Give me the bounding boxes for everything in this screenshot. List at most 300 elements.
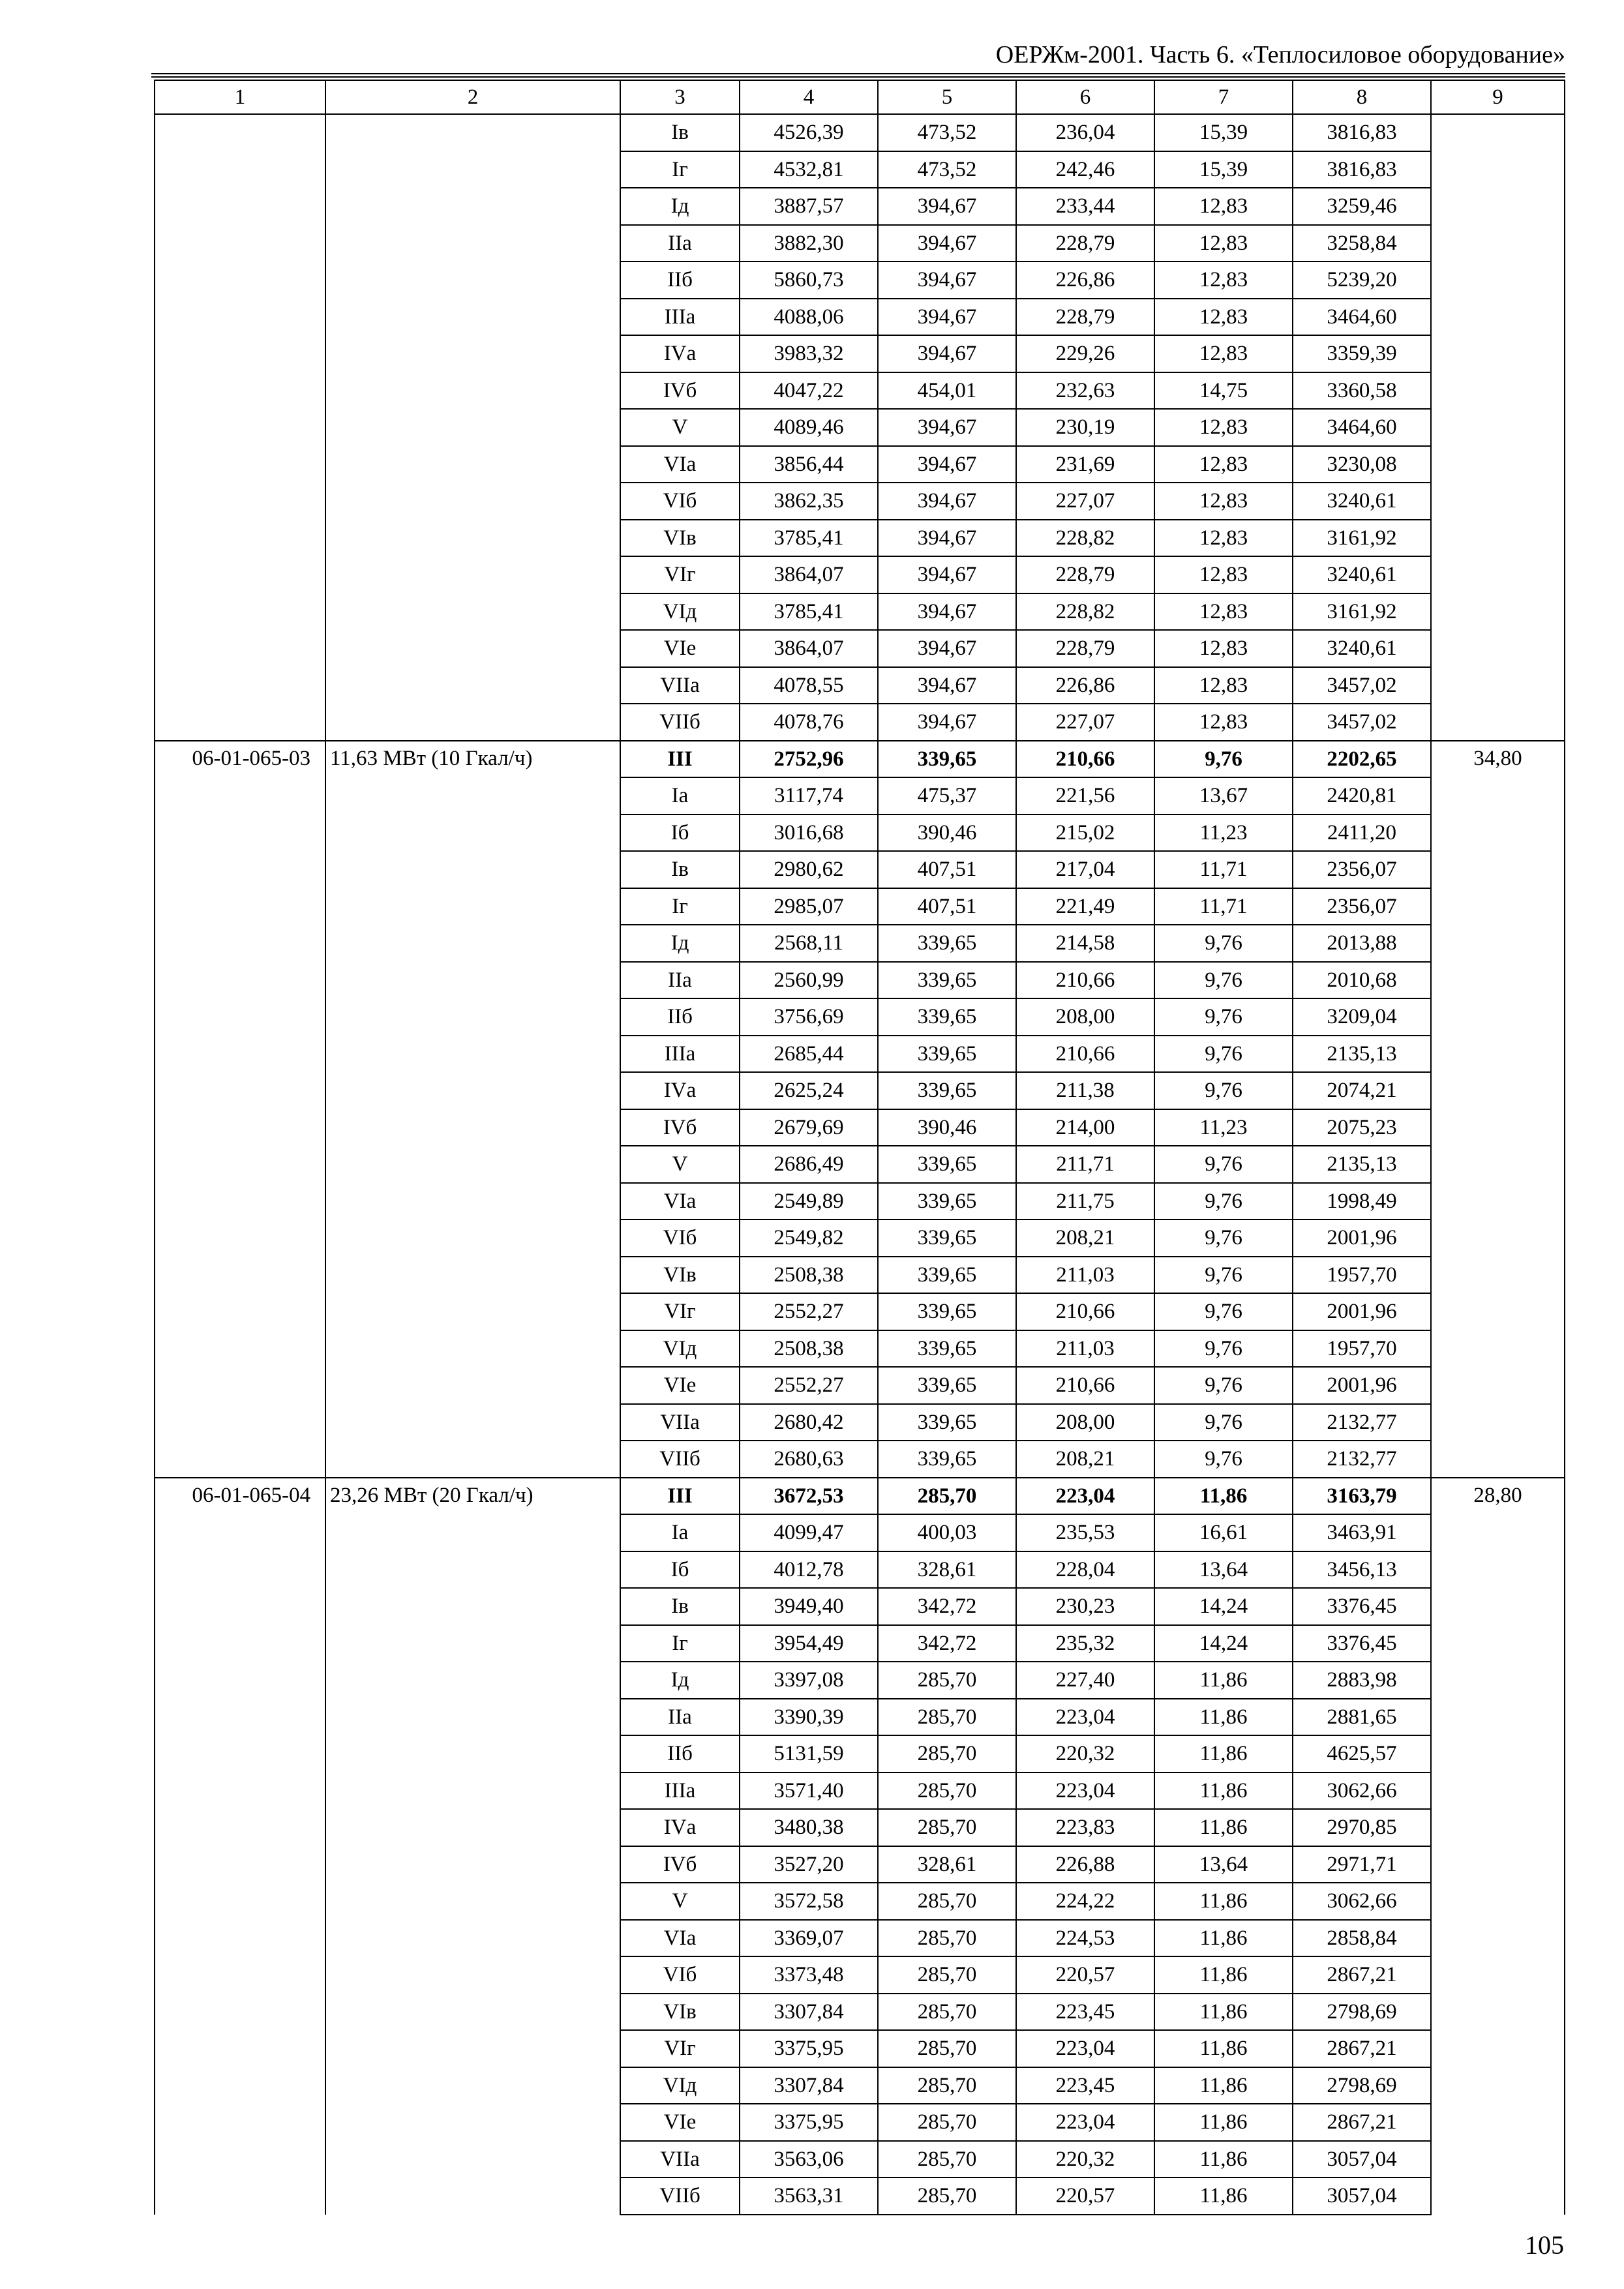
zone-cell: VIб: [620, 1219, 740, 1257]
total-cost-cell: 4047,22: [740, 372, 878, 410]
total-cost-cell: 3864,07: [740, 556, 878, 593]
total-cost-cell: 3864,07: [740, 630, 878, 667]
table-row: [155, 1478, 1565, 1515]
zone-cell: VIа: [620, 1183, 740, 1220]
zone-cell: VIе: [620, 2104, 740, 2141]
machinist-wages-cell: 11,86: [1154, 1699, 1293, 1736]
machinist-wages-cell: 9,76: [1154, 962, 1293, 999]
wages-cell: 473,52: [878, 151, 1016, 188]
wages-cell: 339,65: [878, 1441, 1016, 1478]
wages-cell: 342,72: [878, 1625, 1016, 1662]
materials-cell: 3230,08: [1293, 446, 1431, 483]
materials-cell: 2074,21: [1293, 1072, 1431, 1109]
machines-cell: 236,04: [1016, 114, 1154, 151]
materials-cell: 2356,07: [1293, 851, 1431, 888]
wages-cell: 339,65: [878, 1404, 1016, 1441]
zone-cell: VIб: [620, 483, 740, 520]
total-cost-cell: 4089,46: [740, 409, 878, 446]
total-cost-cell: 4526,39: [740, 114, 878, 151]
wages-cell: 339,65: [878, 962, 1016, 999]
machinist-wages-cell: 9,76: [1154, 1441, 1293, 1478]
zone-cell: IVа: [620, 1072, 740, 1109]
machines-cell: 223,45: [1016, 2067, 1154, 2104]
machines-cell: 228,79: [1016, 225, 1154, 262]
machinist-wages-cell: 9,76: [1154, 1367, 1293, 1404]
materials-cell: 2135,13: [1293, 1036, 1431, 1073]
machinist-wages-cell: 13,64: [1154, 1846, 1293, 1883]
zone-cell: VIд: [620, 593, 740, 631]
wages-cell: 285,70: [878, 1956, 1016, 1994]
machinist-wages-cell: 9,76: [1154, 1072, 1293, 1109]
machines-cell: 228,04: [1016, 1551, 1154, 1589]
total-cost-cell: 5860,73: [740, 262, 878, 299]
column-number: 4: [740, 80, 878, 114]
machines-cell: 220,57: [1016, 2177, 1154, 2215]
wages-cell: 394,67: [878, 593, 1016, 631]
machines-cell: 227,40: [1016, 1662, 1154, 1699]
machines-cell: 211,71: [1016, 1146, 1154, 1183]
machines-cell: 208,00: [1016, 998, 1154, 1036]
machinist-wages-cell: 12,83: [1154, 483, 1293, 520]
machinist-wages-cell: 11,86: [1154, 1994, 1293, 2031]
zone-cell: V: [620, 1146, 740, 1183]
wages-cell: 285,70: [878, 2067, 1016, 2104]
zone-cell: VIIб: [620, 2177, 740, 2215]
wages-cell: 390,46: [878, 1109, 1016, 1146]
materials-cell: 1957,70: [1293, 1257, 1431, 1294]
zone-cell: VIд: [620, 2067, 740, 2104]
machinist-wages-cell: 9,76: [1154, 1183, 1293, 1220]
labor-cost-cell: 28,80: [1431, 1478, 1565, 2215]
machinist-wages-cell: 11,23: [1154, 1109, 1293, 1146]
column-number: 2: [325, 80, 620, 114]
zone-cell: IVб: [620, 1109, 740, 1146]
machinist-wages-cell: 16,61: [1154, 1514, 1293, 1551]
total-cost-cell: 3563,06: [740, 2141, 878, 2178]
wages-cell: 339,65: [878, 1293, 1016, 1330]
machinist-wages-cell: 12,83: [1154, 188, 1293, 225]
wages-cell: 285,70: [878, 1699, 1016, 1736]
total-cost-cell: 3307,84: [740, 1994, 878, 2031]
machines-cell: 226,86: [1016, 667, 1154, 704]
machinist-wages-cell: 12,83: [1154, 262, 1293, 299]
machinist-wages-cell: 11,86: [1154, 1773, 1293, 1810]
machines-cell: 228,82: [1016, 520, 1154, 557]
total-cost-cell: 3785,41: [740, 520, 878, 557]
materials-cell: 3376,45: [1293, 1625, 1431, 1662]
zone-cell: Iд: [620, 188, 740, 225]
zone-cell: Iб: [620, 1551, 740, 1589]
materials-cell: 2135,13: [1293, 1146, 1431, 1183]
machinist-wages-cell: 9,76: [1154, 1146, 1293, 1183]
materials-cell: 3816,83: [1293, 151, 1431, 188]
machines-cell: 214,58: [1016, 925, 1154, 962]
wages-cell: 339,65: [878, 925, 1016, 962]
materials-cell: 3464,60: [1293, 299, 1431, 336]
total-cost-cell: 3882,30: [740, 225, 878, 262]
materials-cell: 3240,61: [1293, 556, 1431, 593]
machines-cell: 230,19: [1016, 409, 1154, 446]
wages-cell: 394,67: [878, 483, 1016, 520]
machines-cell: 215,02: [1016, 815, 1154, 852]
machines-cell: 228,82: [1016, 593, 1154, 631]
wages-cell: 285,70: [878, 1994, 1016, 2031]
capacity-cell: 11,63 МВт (10 Гкал/ч): [325, 741, 620, 1478]
total-cost-cell: 2560,99: [740, 962, 878, 999]
materials-cell: 3062,66: [1293, 1773, 1431, 1810]
materials-cell: 2001,96: [1293, 1293, 1431, 1330]
machines-cell: 208,21: [1016, 1219, 1154, 1257]
zone-cell: VIIа: [620, 1404, 740, 1441]
total-cost-cell: 5131,59: [740, 1735, 878, 1773]
machines-cell: 210,66: [1016, 1367, 1154, 1404]
page-number: 105: [1525, 2230, 1564, 2260]
total-cost-cell: 2549,89: [740, 1183, 878, 1220]
zone-cell: IIIа: [620, 299, 740, 336]
total-cost-cell: 3375,95: [740, 2104, 878, 2141]
machinist-wages-cell: 12,83: [1154, 556, 1293, 593]
machines-cell: 223,04: [1016, 2104, 1154, 2141]
materials-cell: 3816,83: [1293, 114, 1431, 151]
wages-cell: 339,65: [878, 998, 1016, 1036]
materials-cell: 2010,68: [1293, 962, 1431, 999]
machinist-wages-cell: 12,83: [1154, 335, 1293, 372]
machinist-wages-cell: 12,83: [1154, 299, 1293, 336]
column-number: 5: [878, 80, 1016, 114]
machinist-wages-cell: 14,24: [1154, 1588, 1293, 1625]
zone-cell: Iб: [620, 815, 740, 852]
column-number: 7: [1154, 80, 1293, 114]
materials-cell: 3457,02: [1293, 667, 1431, 704]
wages-cell: 394,67: [878, 225, 1016, 262]
machinist-wages-cell: 9,76: [1154, 998, 1293, 1036]
machinist-wages-cell: 11,71: [1154, 851, 1293, 888]
machines-cell: 208,00: [1016, 1404, 1154, 1441]
machinist-wages-cell: 12,83: [1154, 593, 1293, 631]
total-cost-cell: 4012,78: [740, 1551, 878, 1589]
materials-cell: 2798,69: [1293, 2067, 1431, 2104]
machinist-wages-cell: 11,86: [1154, 1883, 1293, 1920]
materials-cell: 3360,58: [1293, 372, 1431, 410]
capacity-cell: 23,26 МВт (20 Гкал/ч): [325, 1478, 620, 2215]
total-cost-cell: 3117,74: [740, 777, 878, 815]
labor-cost-cell: [1431, 114, 1565, 741]
zone-cell: VIIб: [620, 1441, 740, 1478]
machinist-wages-cell: 11,86: [1154, 2067, 1293, 2104]
zone-cell: Iв: [620, 114, 740, 151]
zone-cell: V: [620, 1883, 740, 1920]
total-cost-cell: 3016,68: [740, 815, 878, 852]
machines-cell: 227,07: [1016, 483, 1154, 520]
machines-cell: 228,79: [1016, 556, 1154, 593]
wages-cell: 394,67: [878, 630, 1016, 667]
materials-cell: 2971,71: [1293, 1846, 1431, 1883]
zone-cell: VIIа: [620, 2141, 740, 2178]
materials-cell: 3163,79: [1293, 1478, 1431, 1515]
norms-table: [154, 80, 1565, 2215]
zone-cell: Iа: [620, 777, 740, 815]
machines-cell: 235,53: [1016, 1514, 1154, 1551]
price-code-cell: 06-01-065-04: [155, 1478, 325, 2215]
capacity-cell: [325, 114, 620, 741]
materials-cell: 1998,49: [1293, 1183, 1431, 1220]
zone-cell: Iв: [620, 851, 740, 888]
machines-cell: 223,04: [1016, 1773, 1154, 1810]
total-cost-cell: 4099,47: [740, 1514, 878, 1551]
machinist-wages-cell: 14,75: [1154, 372, 1293, 410]
total-cost-cell: 3672,53: [740, 1478, 878, 1515]
machines-cell: 208,21: [1016, 1441, 1154, 1478]
total-cost-cell: 3887,57: [740, 188, 878, 225]
total-cost-cell: 2508,38: [740, 1330, 878, 1368]
machines-cell: 235,32: [1016, 1625, 1154, 1662]
wages-cell: 339,65: [878, 1183, 1016, 1220]
materials-cell: 2132,77: [1293, 1441, 1431, 1478]
wages-cell: 339,65: [878, 1330, 1016, 1368]
machinist-wages-cell: 9,76: [1154, 1293, 1293, 1330]
machinist-wages-cell: 11,86: [1154, 2104, 1293, 2141]
machinist-wages-cell: 9,76: [1154, 1219, 1293, 1257]
wages-cell: 328,61: [878, 1551, 1016, 1589]
zone-cell: VIд: [620, 1330, 740, 1368]
zone-cell: VIа: [620, 1920, 740, 1957]
zone-cell: VIе: [620, 630, 740, 667]
machines-cell: 220,32: [1016, 1735, 1154, 1773]
zone-cell: Iг: [620, 1625, 740, 1662]
materials-cell: 3240,61: [1293, 483, 1431, 520]
machines-cell: 220,32: [1016, 2141, 1154, 2178]
machinist-wages-cell: 9,76: [1154, 1404, 1293, 1441]
materials-cell: 3376,45: [1293, 1588, 1431, 1625]
materials-cell: 3463,91: [1293, 1514, 1431, 1551]
machinist-wages-cell: 11,86: [1154, 2030, 1293, 2067]
materials-cell: 3161,92: [1293, 520, 1431, 557]
wages-cell: 390,46: [878, 815, 1016, 852]
document-header-title: ОЕРЖм-2001. Часть 6. «Теплосиловое оборудование»: [995, 41, 1565, 68]
materials-cell: 2883,98: [1293, 1662, 1431, 1699]
total-cost-cell: 3397,08: [740, 1662, 878, 1699]
materials-cell: 2858,84: [1293, 1920, 1431, 1957]
machines-cell: 229,26: [1016, 335, 1154, 372]
zone-cell: Iг: [620, 888, 740, 925]
wages-cell: 339,65: [878, 1072, 1016, 1109]
header-double-rule: [151, 73, 1565, 78]
zone-cell: VIIа: [620, 667, 740, 704]
machinist-wages-cell: 9,76: [1154, 741, 1293, 778]
zone-cell: III: [620, 741, 740, 778]
wages-cell: 285,70: [878, 2030, 1016, 2067]
machinist-wages-cell: 12,83: [1154, 630, 1293, 667]
total-cost-cell: 2985,07: [740, 888, 878, 925]
materials-cell: 3057,04: [1293, 2141, 1431, 2178]
wages-cell: 339,65: [878, 1219, 1016, 1257]
machinist-wages-cell: 11,86: [1154, 1920, 1293, 1957]
total-cost-cell: 2680,63: [740, 1441, 878, 1478]
materials-cell: 3456,13: [1293, 1551, 1431, 1589]
zone-cell: VIе: [620, 1367, 740, 1404]
materials-cell: 2867,21: [1293, 2104, 1431, 2141]
machines-cell: 228,79: [1016, 630, 1154, 667]
materials-cell: 3161,92: [1293, 593, 1431, 631]
machines-cell: 223,83: [1016, 1809, 1154, 1846]
zone-cell: IIб: [620, 1735, 740, 1773]
materials-cell: 4625,57: [1293, 1735, 1431, 1773]
wages-cell: 394,67: [878, 409, 1016, 446]
machines-cell: 217,04: [1016, 851, 1154, 888]
machines-cell: 242,46: [1016, 151, 1154, 188]
zone-cell: VIIб: [620, 704, 740, 741]
zone-cell: V: [620, 409, 740, 446]
total-cost-cell: 3307,84: [740, 2067, 878, 2104]
materials-cell: 2013,88: [1293, 925, 1431, 962]
norms-table-body: [155, 114, 1565, 2215]
zone-cell: VIб: [620, 1956, 740, 1994]
wages-cell: 394,67: [878, 556, 1016, 593]
total-cost-cell: 2680,42: [740, 1404, 878, 1441]
total-cost-cell: 2752,96: [740, 741, 878, 778]
total-cost-cell: 3983,32: [740, 335, 878, 372]
wages-cell: 394,67: [878, 188, 1016, 225]
machines-cell: 211,03: [1016, 1330, 1154, 1368]
column-number: 1: [155, 80, 325, 114]
machinist-wages-cell: 12,83: [1154, 446, 1293, 483]
machinist-wages-cell: 11,86: [1154, 1735, 1293, 1773]
machines-cell: 210,66: [1016, 1036, 1154, 1073]
machines-cell: 214,00: [1016, 1109, 1154, 1146]
total-cost-cell: 3527,20: [740, 1846, 878, 1883]
wages-cell: 394,67: [878, 299, 1016, 336]
total-cost-cell: 2508,38: [740, 1257, 878, 1294]
zone-cell: Iг: [620, 151, 740, 188]
wages-cell: 407,51: [878, 888, 1016, 925]
machines-cell: 220,57: [1016, 1956, 1154, 1994]
zone-cell: IIб: [620, 998, 740, 1036]
wages-cell: 285,70: [878, 2104, 1016, 2141]
column-number: 9: [1431, 80, 1565, 114]
machines-cell: 211,03: [1016, 1257, 1154, 1294]
price-code-cell: 06-01-065-03: [155, 741, 325, 1478]
zone-cell: VIг: [620, 2030, 740, 2067]
machines-cell: 221,49: [1016, 888, 1154, 925]
materials-cell: 3258,84: [1293, 225, 1431, 262]
machines-cell: 226,86: [1016, 262, 1154, 299]
table-row: [155, 741, 1565, 778]
machines-cell: 210,66: [1016, 962, 1154, 999]
materials-cell: 2420,81: [1293, 777, 1431, 815]
labor-cost-cell: 34,80: [1431, 741, 1565, 1478]
zone-cell: IIа: [620, 962, 740, 999]
zone-cell: IVа: [620, 1809, 740, 1846]
materials-cell: 3062,66: [1293, 1883, 1431, 1920]
machines-cell: 223,04: [1016, 1478, 1154, 1515]
zone-cell: IVб: [620, 1846, 740, 1883]
machines-cell: 228,79: [1016, 299, 1154, 336]
materials-cell: 2001,96: [1293, 1219, 1431, 1257]
machines-cell: 221,56: [1016, 777, 1154, 815]
wages-cell: 339,65: [878, 741, 1016, 778]
total-cost-cell: 3572,58: [740, 1883, 878, 1920]
zone-cell: IVа: [620, 335, 740, 372]
total-cost-cell: 3785,41: [740, 593, 878, 631]
machinist-wages-cell: 11,86: [1154, 2177, 1293, 2215]
machines-cell: 223,04: [1016, 2030, 1154, 2067]
total-cost-cell: 3756,69: [740, 998, 878, 1036]
wages-cell: 394,67: [878, 667, 1016, 704]
total-cost-cell: 3856,44: [740, 446, 878, 483]
total-cost-cell: 3949,40: [740, 1588, 878, 1625]
table-row: [155, 114, 1565, 151]
machinist-wages-cell: 11,86: [1154, 1956, 1293, 1994]
materials-cell: 2001,96: [1293, 1367, 1431, 1404]
zone-cell: VIв: [620, 1994, 740, 2031]
wages-cell: 339,65: [878, 1367, 1016, 1404]
materials-cell: 2867,21: [1293, 1956, 1431, 1994]
machines-cell: 231,69: [1016, 446, 1154, 483]
zone-cell: IIа: [620, 1699, 740, 1736]
materials-cell: 2970,85: [1293, 1809, 1431, 1846]
zone-cell: Iв: [620, 1588, 740, 1625]
total-cost-cell: 3954,49: [740, 1625, 878, 1662]
materials-cell: 2075,23: [1293, 1109, 1431, 1146]
zone-cell: IIб: [620, 262, 740, 299]
machinist-wages-cell: 15,39: [1154, 151, 1293, 188]
machines-cell: 210,66: [1016, 1293, 1154, 1330]
zone-cell: IIIа: [620, 1773, 740, 1810]
machines-cell: 223,45: [1016, 1994, 1154, 2031]
zone-cell: VIв: [620, 520, 740, 557]
machinist-wages-cell: 13,67: [1154, 777, 1293, 815]
total-cost-cell: 3369,07: [740, 1920, 878, 1957]
machinist-wages-cell: 9,76: [1154, 1330, 1293, 1368]
machinist-wages-cell: 11,86: [1154, 1662, 1293, 1699]
wages-cell: 394,67: [878, 520, 1016, 557]
materials-cell: 2881,65: [1293, 1699, 1431, 1736]
wages-cell: 285,70: [878, 1478, 1016, 1515]
wages-cell: 339,65: [878, 1036, 1016, 1073]
machines-cell: 232,63: [1016, 372, 1154, 410]
wages-cell: 394,67: [878, 335, 1016, 372]
wages-cell: 285,70: [878, 1662, 1016, 1699]
wages-cell: 394,67: [878, 262, 1016, 299]
wages-cell: 285,70: [878, 1773, 1016, 1810]
machines-cell: 223,04: [1016, 1699, 1154, 1736]
machinist-wages-cell: 12,83: [1154, 667, 1293, 704]
wages-cell: 342,72: [878, 1588, 1016, 1625]
total-cost-cell: 2686,49: [740, 1146, 878, 1183]
column-number: 6: [1016, 80, 1154, 114]
machines-cell: 210,66: [1016, 741, 1154, 778]
zone-cell: IIа: [620, 225, 740, 262]
machinist-wages-cell: 11,86: [1154, 1478, 1293, 1515]
machinist-wages-cell: 15,39: [1154, 114, 1293, 151]
total-cost-cell: 4532,81: [740, 151, 878, 188]
total-cost-cell: 2980,62: [740, 851, 878, 888]
materials-cell: 2356,07: [1293, 888, 1431, 925]
total-cost-cell: 2549,82: [740, 1219, 878, 1257]
machinist-wages-cell: 12,83: [1154, 520, 1293, 557]
wages-cell: 339,65: [878, 1257, 1016, 1294]
wages-cell: 473,52: [878, 114, 1016, 151]
wages-cell: 285,70: [878, 1883, 1016, 1920]
materials-cell: 1957,70: [1293, 1330, 1431, 1368]
wages-cell: 285,70: [878, 1920, 1016, 1957]
materials-cell: 3209,04: [1293, 998, 1431, 1036]
materials-cell: 3259,46: [1293, 188, 1431, 225]
machinist-wages-cell: 11,23: [1154, 815, 1293, 852]
machines-cell: 224,53: [1016, 1920, 1154, 1957]
materials-cell: 3359,39: [1293, 335, 1431, 372]
machinist-wages-cell: 9,76: [1154, 1036, 1293, 1073]
